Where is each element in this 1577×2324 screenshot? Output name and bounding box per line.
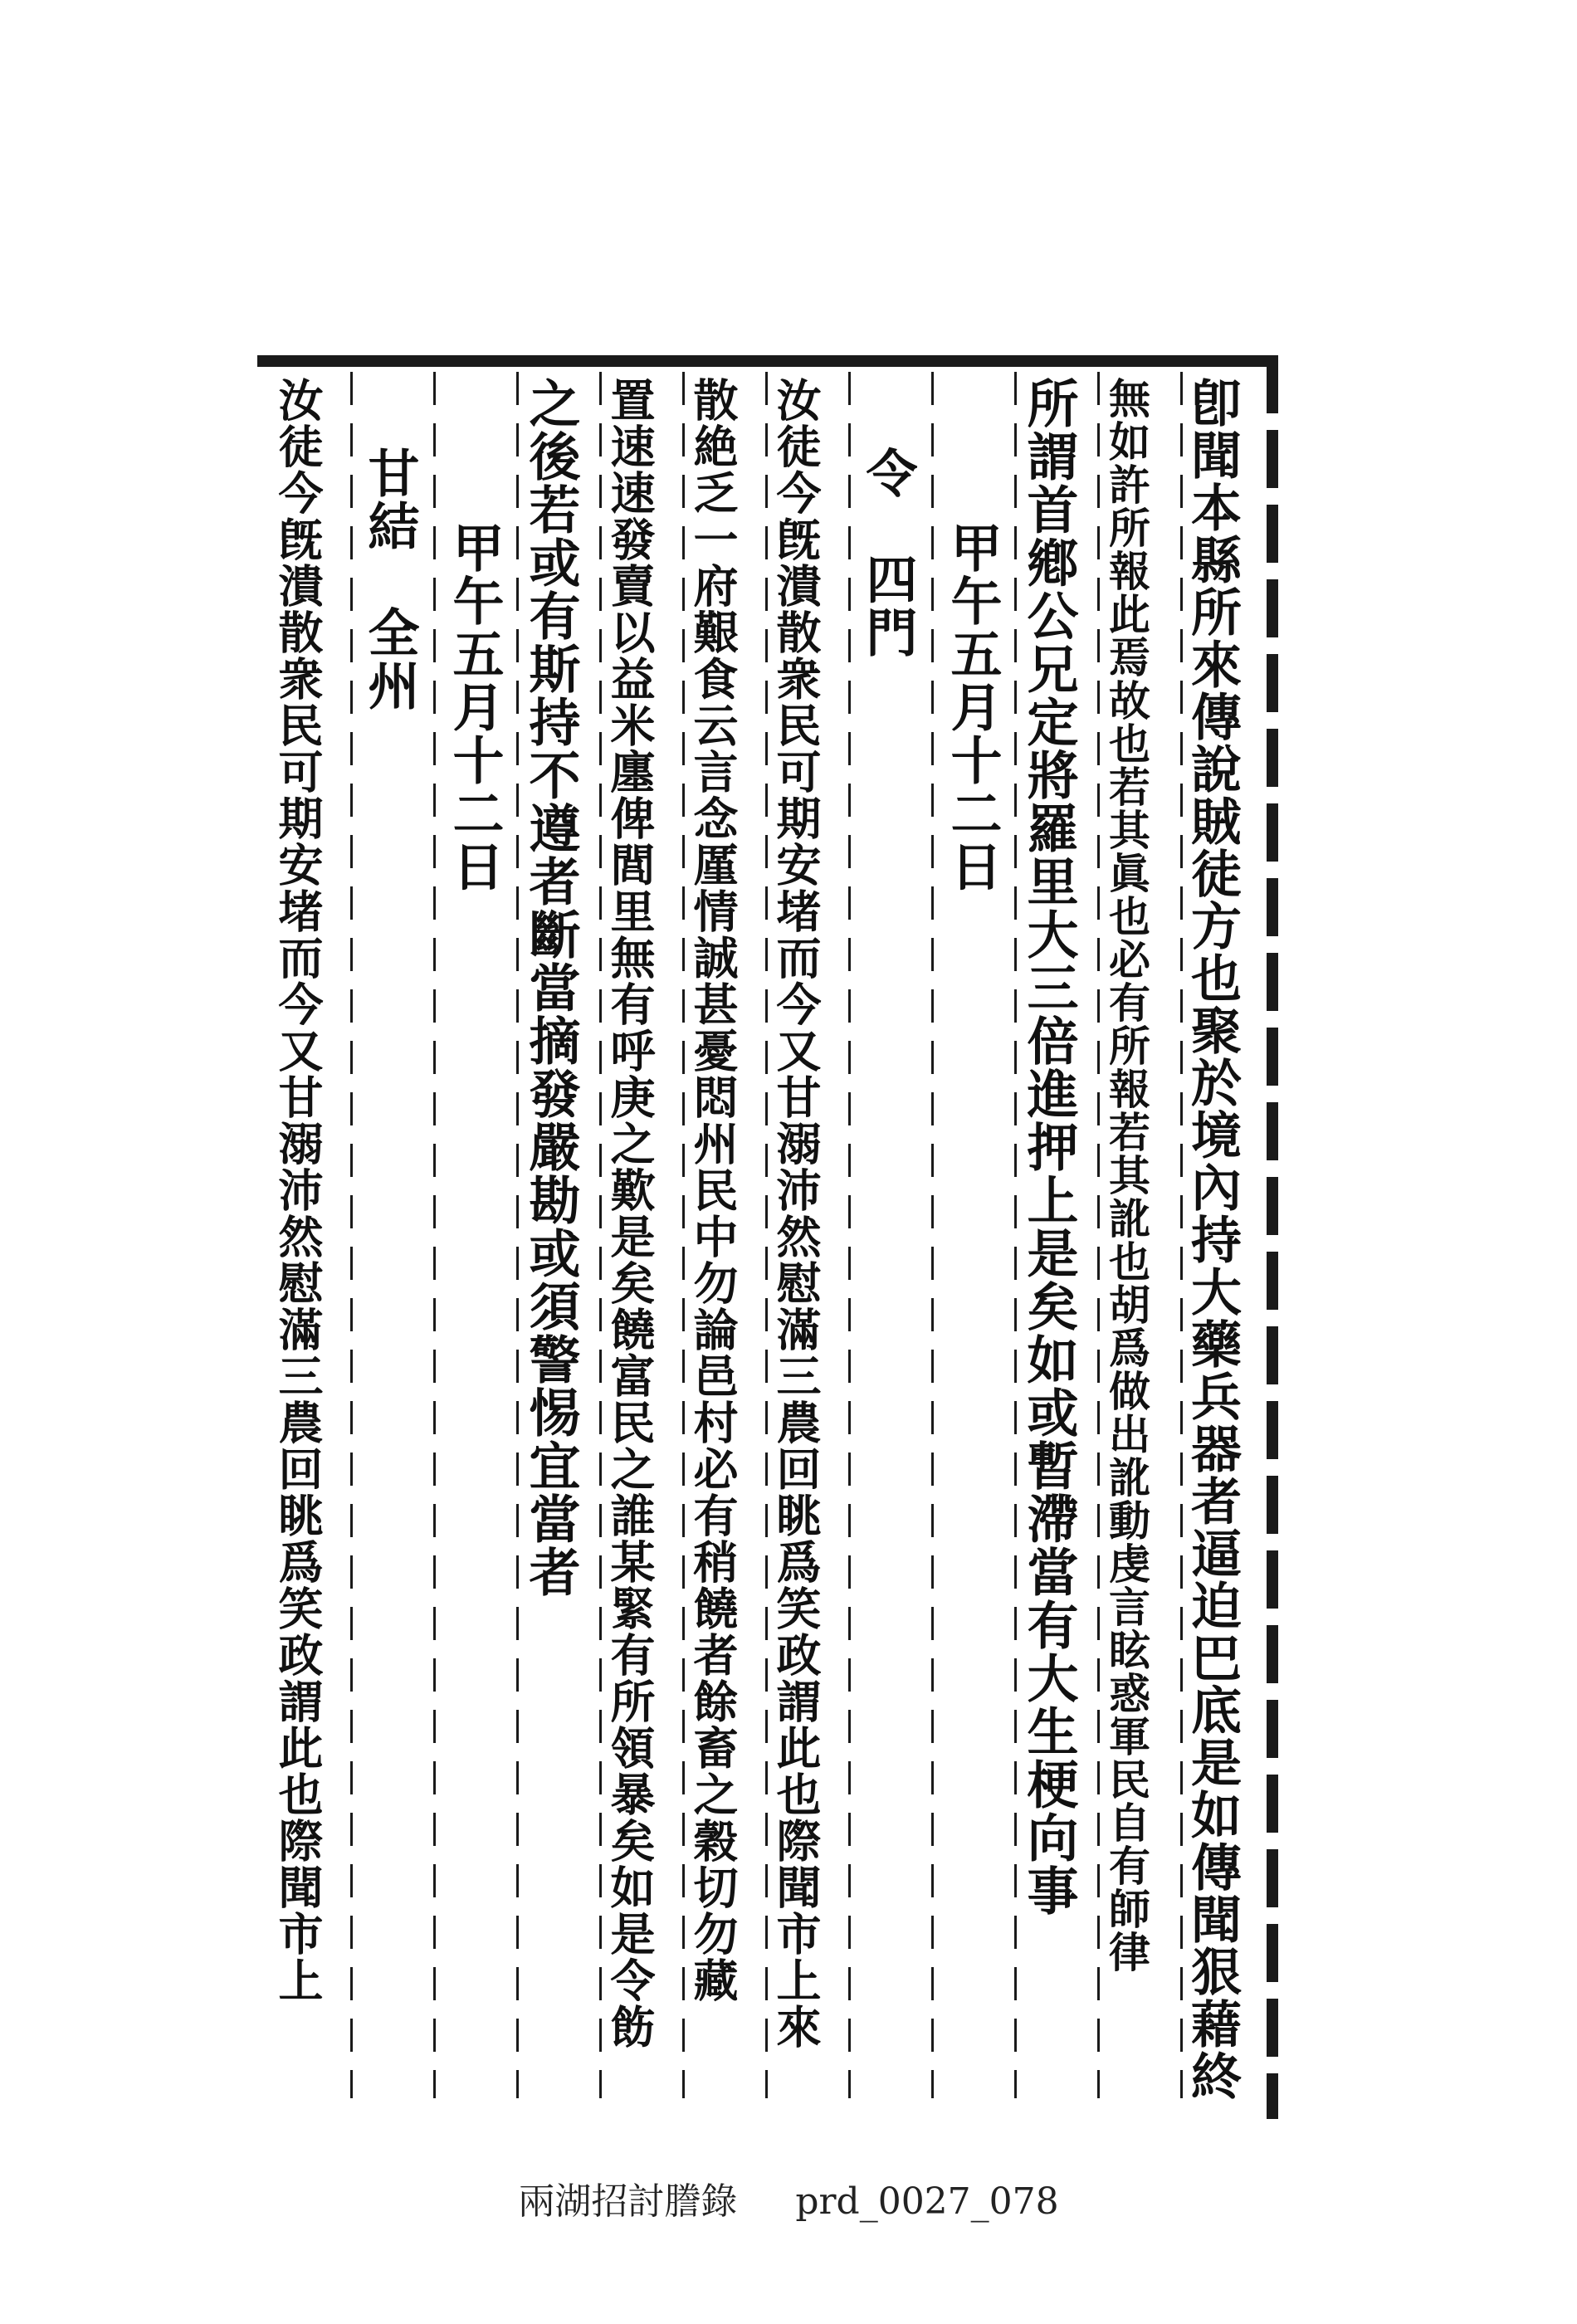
page-caption bbox=[0, 2171, 1577, 2224]
text-column-8: 置速速發賣以益米廛俾閭里無有呼庚之歎是矣饒富民之誰某緊有所領暴矣如是令飭 bbox=[603, 377, 657, 2050]
column-divider bbox=[848, 372, 851, 2098]
text-column-12: 汝徒今旣潰散衆民可期安堵而今又甘溺沛然慰滿三農回眺爲笑政謂此也際聞市上 bbox=[271, 377, 325, 2004]
sweet-bond-heading: 甘結 全州 bbox=[359, 447, 420, 712]
column-divider bbox=[682, 372, 685, 2098]
text-column-6: 汝徒今旣潰散衆民可期安堵而今又甘溺沛然慰滿三農回眺爲笑政謂此也際聞市上來 bbox=[769, 377, 823, 2050]
text-column-7: 散絶乏一府艱食云言念厪情誠甚憂悶州民中勿論邑村必有稍饒者餘畜之穀切勿藏 bbox=[686, 377, 740, 2004]
column-divider bbox=[599, 372, 602, 2098]
column-divider bbox=[350, 372, 353, 2098]
column-divider bbox=[516, 372, 519, 2098]
column-divider bbox=[433, 372, 436, 2098]
text-column-9: 之後若或有斯持不遵者斷當摘發嚴勘或須警惕宜當者 bbox=[520, 377, 581, 1599]
document-page bbox=[257, 355, 1278, 2119]
text-column-1: 卽聞本縣所來傳說賊徒方也聚於境內持大藥兵器者逼迫巴底是如傳聞狠藉終 bbox=[1183, 377, 1242, 2102]
column-divider bbox=[1097, 372, 1100, 2098]
date-line-2: 甲午五月十二日 bbox=[444, 521, 505, 893]
text-column-3: 所謂首鄕公兄定將羅里大三倍進押上是矣如或暫滯當有大生梗向事 bbox=[1018, 377, 1079, 1917]
column-divider bbox=[765, 372, 768, 2098]
right-border-rule bbox=[1267, 355, 1278, 2119]
date-line-1: 甲午五月十二日 bbox=[942, 521, 1003, 893]
top-border-rule bbox=[257, 355, 1278, 367]
text-column-2: 無如許所報此焉故也若其眞也必有所報若其訛也胡爲做出訛動虔言眩惑軍民自有師律 bbox=[1102, 377, 1151, 1974]
column-divider bbox=[931, 372, 934, 2098]
caption-title: 兩湖招討謄錄 bbox=[518, 2180, 738, 2223]
order-heading: 令 四門 bbox=[857, 447, 918, 659]
column-divider bbox=[1014, 372, 1017, 2098]
caption-id: prd_0027_078 bbox=[795, 2180, 1059, 2223]
